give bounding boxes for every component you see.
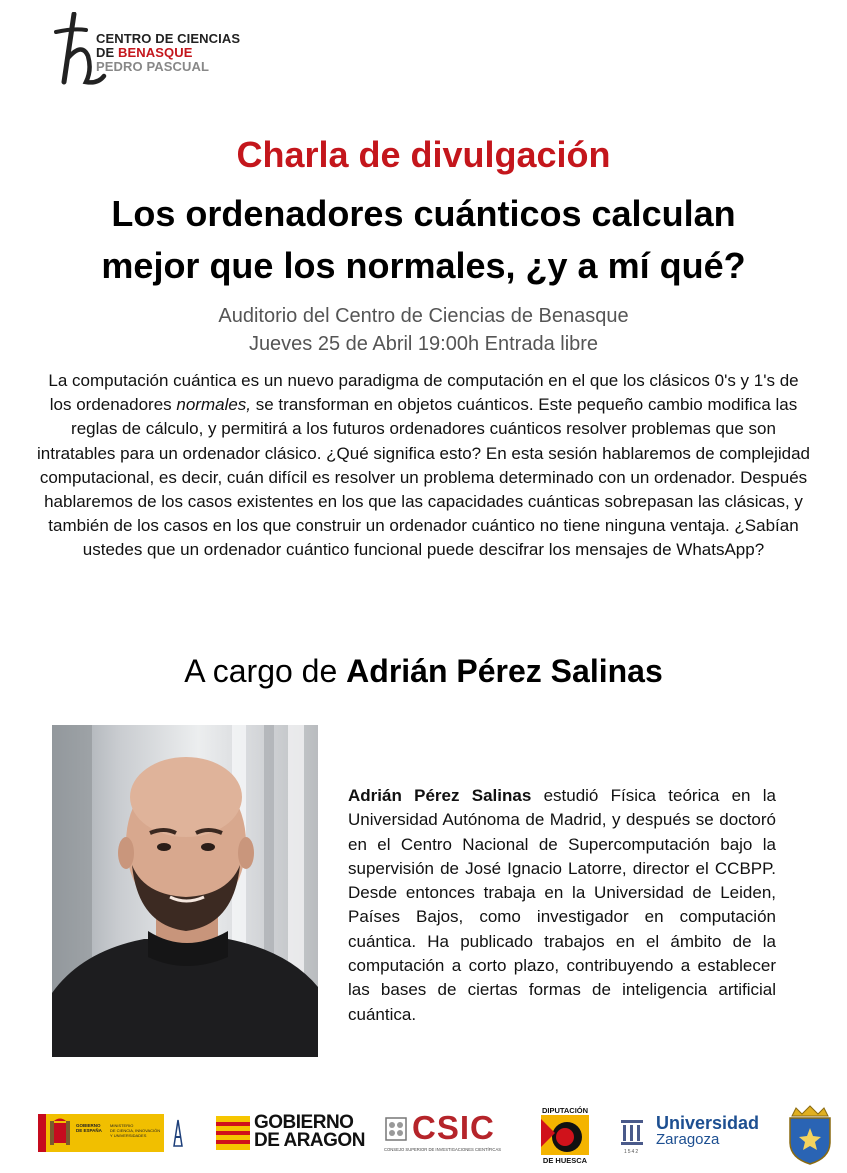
abstract-italic: normales,: [176, 395, 252, 415]
abstract-part-1: La computación cuántica es un nuevo paradigma de computación en el que los clásicos 0's y 1's de los ordenadores: [48, 371, 799, 415]
csic-emblem-icon: [384, 1116, 408, 1142]
event-title-line-2: mejor que los normales, ¿y a mí qué?: [101, 245, 746, 286]
ccbpp-logo: [52, 12, 272, 88]
event-title: [30, 188, 817, 292]
ministerio-line-2: DE CIENCIA, INNOVACIÓN: [110, 1128, 161, 1133]
speaker-bio-text: estudió Física teórica en la Universidad Autónoma de Madrid, y después se doctoró en el Centro Nacional de Supercomputación bajo la supervisión de José Ignacio Latorre, director el CCBPP. Desde entonces trabaja en la Universidad de Leiden, Países Bajos, como investigador en computación cuántica. Ha publicado trabajos en el ámbito de la computación a corto plazo, contribuyendo a establecer las bases de ciertas formas de inteligencia artificial cuántica.: [348, 786, 776, 1024]
benasque-coat-of-arms-icon: [784, 1104, 836, 1166]
huesca-line-1: DIPUTACIÓN: [541, 1106, 589, 1115]
talk-abstract: [36, 369, 811, 563]
csic-logo: [384, 1109, 524, 1156]
ministerio-ciencia-logo: [38, 1114, 164, 1152]
speaker-bio-name: Adrián Pérez Salinas: [348, 786, 532, 805]
event-venue-block: [0, 302, 847, 358]
logo-line-2-accent: BENASQUE: [117, 45, 193, 60]
gobierno-espana-line-2: DE ESPAÑA: [76, 1128, 102, 1133]
speaker-bio: [348, 784, 776, 1027]
spain-coat-of-arms-icon: [48, 1117, 72, 1149]
speaker-heading-prefix: A cargo de: [184, 653, 347, 689]
aragon-flag-icon: [216, 1116, 250, 1150]
logo-line-2: [96, 46, 240, 60]
abstract-part-2: se transforman en objetos cuánticos. Este pequeño cambio modifica las reglas de cálculo, y permitirá a los futuros ordenadores cuánticos resolver problemas que son intratables para un ordenador clásico. ¿Qué significa esto? En esta sesión hablaremos de complejidad computacional, es decir, cuán difícil es resolver un problema determinado con un ordenador. Después hablaremos de los casos existentes en los que las capacidades cuánticas sobrepasan las clásicas, y también de los casos en los que construir un ordenador cuántico no tiene ninguna ventaja. ¿Sabían ustedes que un ordenador cuántico funcional puede descifrar los mensajes de WhatsApp?: [36, 395, 810, 560]
diputacion-huesca-logo: [539, 1106, 591, 1166]
ccbpp-logo-text: [96, 32, 240, 74]
speaker-photo: [52, 725, 318, 1057]
unizar-line-2: Zaragoza: [656, 1131, 720, 1148]
unizar-year: 1542: [624, 1149, 640, 1155]
gobierno-espana-line-1: GOBIERNO: [76, 1123, 101, 1128]
logo-line-2-prefix: DE: [96, 45, 118, 60]
event-kicker: Charla de divulgación: [236, 134, 611, 175]
huesca-emblem-icon: [541, 1115, 589, 1155]
gobierno-aragon-logo: [216, 1114, 366, 1154]
speaker-heading-name: Adrián Pérez Salinas: [346, 653, 663, 689]
event-title-line-1: Los ordenadores cuánticos calculan: [111, 193, 736, 234]
csic-subtitle: CONSEJO SUPERIOR DE INVESTIGACIONES CIENTÍFICAS: [384, 1147, 502, 1152]
gobierno-aragon-text: [254, 1114, 365, 1150]
unizar-building-icon: [620, 1116, 644, 1146]
unizar-line-1: Universidad: [656, 1113, 760, 1133]
sponsor-logos: [0, 1100, 847, 1170]
event-venue: Auditorio del Centro de Ciencias de Benasque: [218, 305, 629, 327]
event-datetime: Jueves 25 de Abril 19:00h Entrada libre: [248, 333, 599, 355]
ministerio-line-1: MINISTERIO: [110, 1123, 134, 1128]
logo-line-1: CENTRO DE CIENCIAS: [96, 31, 241, 46]
spain-flag-stripe: [38, 1114, 46, 1152]
huesca-line-2: DE HUESCA: [542, 1156, 588, 1165]
logo-line-3: PEDRO PASCUAL: [96, 59, 210, 74]
ministerio-text: [110, 1123, 160, 1138]
aragon-line-2: DE ARAGON: [254, 1130, 365, 1151]
aragon-line-1: GOBIERNO: [254, 1112, 354, 1133]
aei-small-logo-icon: [172, 1118, 184, 1148]
speaker-heading: [0, 653, 847, 690]
universidad-zaragoza-logo: [620, 1114, 760, 1158]
csic-text: CSIC: [412, 1109, 495, 1146]
gobierno-espana-text: [76, 1123, 102, 1133]
ministerio-line-3: Y UNIVERSIDADES: [110, 1133, 147, 1138]
speaker-portrait-illustration: [52, 725, 318, 1057]
